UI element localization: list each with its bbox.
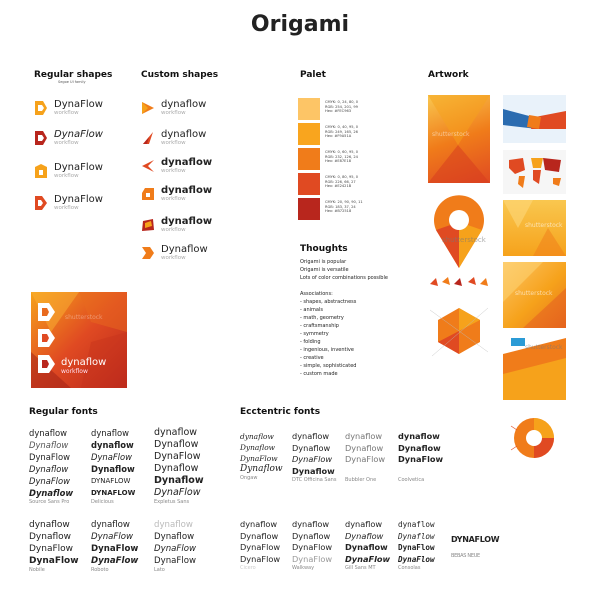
font-caption: Walkway <box>292 565 315 571</box>
font-caption: Bubbler One <box>345 476 377 483</box>
font-sample-line: Dynaflow <box>345 442 384 453</box>
font-sample-line: dynaflow <box>345 431 383 441</box>
thought-line: - animals <box>300 307 323 313</box>
font-caption: Gill Sans MT <box>345 565 376 571</box>
font-caption: Coolvetica <box>398 476 425 483</box>
thought-line: Origami is popular <box>300 259 347 265</box>
font-sample-line: Dynaflow <box>240 464 283 474</box>
custom-logo-3 <box>141 158 212 175</box>
regular-logo-1 <box>34 100 103 117</box>
font-sample-line: dynaflow <box>240 519 278 529</box>
font-caption: Cicero <box>240 565 256 571</box>
font-sample-line: DynaFlow <box>345 553 391 564</box>
logo-tagline: workflow <box>161 255 186 261</box>
font-sample-line: DynaFlow <box>154 556 197 566</box>
origami-leaf-icon <box>141 131 155 145</box>
regular-logo-3 <box>34 163 103 180</box>
font-caption: BEBAS NEUE <box>451 553 480 559</box>
font-sample-line: dynaflow <box>154 520 193 530</box>
logo-name: dynaflow <box>161 157 213 168</box>
artwork-banner <box>503 334 566 400</box>
logo-name: Dynaflow <box>161 244 208 255</box>
regular-fonts-heading: Regular fonts <box>29 407 98 417</box>
watermark: shutterstock <box>442 236 486 244</box>
thought-line: - creative <box>300 355 324 361</box>
font-sample-line: Dynaflow <box>29 440 69 450</box>
font-sample-line: Dynaflow <box>91 464 135 474</box>
font-sample-line: DynaFlow <box>91 544 139 554</box>
font-sample-gill-sans <box>345 519 390 572</box>
font-sample-line: dynaflow <box>398 520 435 529</box>
font-caption: Expletus Sans <box>154 499 190 505</box>
font-sample-bebas-neue <box>451 534 499 560</box>
font-sample-lato <box>154 519 196 574</box>
origami-d-icon <box>34 195 48 211</box>
origami-texture <box>428 95 490 183</box>
origami-donut-icon <box>503 408 566 468</box>
font-sample-line: Dynaflow <box>29 488 74 498</box>
origami-birds-icon <box>428 274 490 292</box>
watermark: shutterstock <box>525 344 563 351</box>
palette-swatch-5 <box>298 198 320 220</box>
font-sample-line: DynaFlow <box>91 452 132 462</box>
font-sample-ongaw <box>240 431 283 482</box>
font-sample-line: Dynaflow <box>345 542 388 552</box>
logo-tagline: workflow <box>54 140 79 146</box>
font-sample-line: DynaFlow <box>154 487 201 498</box>
logo-name: DynaFlow <box>54 129 103 140</box>
font-sample-line: Dynaflow <box>398 531 435 541</box>
page-title: Origami <box>250 12 350 37</box>
logo-name: dynaflow <box>161 216 213 227</box>
font-sample-dtc-officina <box>292 431 336 484</box>
watermark: shutterstock <box>525 222 563 229</box>
font-sample-line: DynaFlow <box>240 553 281 564</box>
stacked-d-icons <box>37 302 57 374</box>
font-sample-line: Dynaflow <box>240 443 275 452</box>
font-sample-line: dynaflow <box>91 520 130 530</box>
palette-swatch-3 <box>298 148 320 170</box>
font-sample-line: Dynaflow <box>154 475 204 486</box>
artwork-handshake <box>503 95 566 143</box>
artwork-hexagon-pattern <box>503 200 566 256</box>
origami-chevron-icon <box>141 159 155 173</box>
font-sample-line: DYNAFLOW <box>91 489 136 497</box>
palette-swatch-1 <box>298 98 320 120</box>
font-sample-line: Dynaflow <box>29 464 69 474</box>
custom-logo-1 <box>141 100 206 117</box>
artwork-pie-chart <box>503 408 566 468</box>
thoughts-heading: Thoughts <box>300 244 348 254</box>
font-sample-line: DynaFlow <box>91 532 134 542</box>
logo-name: dynaflow <box>161 185 213 196</box>
font-sample-source-sans-pro <box>29 427 73 506</box>
regular-shapes-heading: Regular shapes <box>34 70 113 80</box>
origami-d-icon <box>34 163 48 179</box>
font-sample-line: Dynaflow <box>154 532 195 542</box>
logo-tagline: workflow <box>161 140 186 146</box>
font-sample-line: dynaflow <box>91 440 134 450</box>
thought-line: Origami is versatile <box>300 267 349 273</box>
font-sample-line: DynaFlow <box>91 556 139 566</box>
palette-swatch-4 <box>298 173 320 195</box>
big-logo-name: dynaflow <box>61 357 107 368</box>
palette-swatch-4-info: CMYK: 0, 80, 95, 0 RGB: 226, 66, 27 Hex: #E2421B <box>325 175 359 189</box>
font-sample-line: Dynaflow <box>345 530 384 541</box>
font-sample-line: Dynaflow <box>292 442 331 453</box>
logo-tagline: workflow <box>54 173 79 179</box>
thought-line: - shapes, abstractness <box>300 299 357 305</box>
font-sample-line: DynaFlow <box>398 543 435 552</box>
logo-name: DynaFlow <box>54 162 103 173</box>
font-sample-line: dynaflow <box>29 428 67 438</box>
logo-tagline: workflow <box>161 196 186 202</box>
font-sample-consolas <box>398 519 435 572</box>
thought-line: - math, geometry <box>300 315 344 321</box>
artwork-polygon-sphere <box>428 300 490 362</box>
palet-heading: Palet <box>300 70 326 80</box>
font-sample-expletus-sans <box>154 427 204 506</box>
font-sample-line: DynaFlow <box>154 544 197 554</box>
font-sample-line: DynaFlow <box>240 454 278 463</box>
font-caption: Roboto <box>91 567 109 573</box>
regular-logo-2 <box>34 130 103 147</box>
font-sample-line: dynaflow <box>292 431 330 441</box>
palette-swatch-3-info: CMYK: 0, 60, 95, 0 RGB: 232, 126, 24 Hex: #E87E18 <box>325 150 359 164</box>
logo-name: DynaFlow <box>54 194 103 205</box>
regular-shapes-note: Segoe UI family <box>58 80 86 84</box>
thought-line: - simple, sophisticated <box>300 363 357 369</box>
font-sample-line: DYNAFLOW <box>91 477 131 485</box>
font-sample-line: DynaFlow <box>29 544 74 554</box>
watermark: shutterstock <box>65 314 103 321</box>
font-caption: Source Sans Pro <box>29 499 70 505</box>
font-sample-line: DynaFlow <box>292 454 333 464</box>
font-sample-line: Dynaflow <box>154 439 199 450</box>
font-sample-line: Dynaflow <box>292 530 331 541</box>
artwork-world-map <box>503 150 566 194</box>
font-caption: Lato <box>154 567 165 573</box>
font-sample-line: Dynaflow <box>292 465 335 476</box>
origami-d-icon <box>141 187 155 201</box>
font-sample-line: Dynaflow <box>240 530 279 541</box>
origami-arrow-icon <box>141 246 155 260</box>
artwork-low-poly <box>503 262 566 328</box>
logo-tagline: workflow <box>54 110 79 116</box>
regular-logo-4 <box>34 195 103 212</box>
origami-d-icon <box>34 100 48 116</box>
font-sample-walkway <box>292 519 332 572</box>
origami-d-icon <box>141 218 155 232</box>
font-caption: Ongaw <box>240 475 258 481</box>
thought-line: - ingenious, inventive <box>300 347 354 353</box>
font-sample-coolvetica <box>398 431 443 484</box>
palette-swatch-2-info: CMYK: 0, 40, 95, 0 RGB: 249, 165, 26 Hex: #F9A51A <box>325 125 359 139</box>
font-sample-line: DynaFlow <box>398 554 435 564</box>
custom-shapes-heading: Custom shapes <box>141 70 219 80</box>
font-sample-line: DynaFlow <box>29 452 70 462</box>
font-sample-delicious <box>91 427 135 506</box>
font-sample-line: dynaflow <box>398 431 440 441</box>
logo-tagline: workflow <box>54 205 79 211</box>
thought-line: - folding <box>300 339 321 345</box>
font-sample-line: Dynaflow <box>154 463 199 474</box>
thought-line: Lots of color combinations possible <box>300 275 388 281</box>
big-logo-tagline: workflow <box>61 368 88 375</box>
custom-logo-5 <box>141 217 212 234</box>
font-sample-roboto <box>91 519 138 574</box>
font-sample-line: DynaFlow <box>29 476 70 486</box>
custom-logo-4 <box>141 186 212 203</box>
polygon-sphere-icon <box>428 300 490 362</box>
font-sample-line: dynaflow <box>292 519 330 529</box>
world-map-icon <box>503 150 566 194</box>
font-sample-line: Dynaflow <box>29 532 72 542</box>
thought-line: - craftsmanship <box>300 323 339 329</box>
font-sample-nobile <box>29 519 79 574</box>
logo-tagline: workflow <box>161 227 186 233</box>
font-caption: Nobile <box>29 567 45 573</box>
logo-artwork-square <box>31 292 127 388</box>
thought-line: - symmetry <box>300 331 329 337</box>
watermark: shutterstock <box>515 290 553 297</box>
artwork-triangles <box>428 95 490 183</box>
font-caption: Delicious <box>91 499 114 505</box>
logo-tagline: workflow <box>161 110 186 116</box>
font-sample-cicero <box>240 519 280 572</box>
font-sample-line: dynaflow <box>91 428 129 438</box>
artwork-map-pin <box>428 192 490 270</box>
font-sample-line: DynaFlow <box>29 556 79 566</box>
font-sample-line: DynaFlow <box>292 542 333 552</box>
font-sample-line: Dynaflow <box>398 442 441 453</box>
font-sample-line: DynaFlow <box>292 553 333 564</box>
font-sample-bubbler-one <box>345 431 385 484</box>
font-sample-line: DynaFlow <box>154 451 201 462</box>
origami-pin-icon <box>428 192 490 270</box>
logo-name: DynaFlow <box>54 99 103 110</box>
font-sample-line: DynaFlow <box>345 454 386 464</box>
font-sample-line: dynaflow <box>345 519 383 529</box>
palette-swatch-2 <box>298 123 320 145</box>
origami-d-icon <box>34 130 48 146</box>
artwork-heading: Artwork <box>428 70 469 80</box>
handshake-icon <box>503 95 566 143</box>
custom-logo-6 <box>141 245 208 262</box>
font-sample-line: dynaflow <box>240 432 274 441</box>
custom-logo-2 <box>141 130 206 147</box>
font-sample-line: DYNAFLOW <box>451 535 500 544</box>
origami-arrow-icon <box>141 101 155 115</box>
palette-swatch-1-info: CMYK: 0, 24, 80, 0 RGB: 254, 201, 99 Hex: #FEC963 <box>325 100 359 114</box>
thought-line: Associations: <box>300 291 333 297</box>
palette-swatch-5-info: CMYK: 20, 90, 90, 11 RGB: 183, 37, 24 Hex: #B72518 <box>325 200 363 214</box>
font-sample-line: DynaFlow <box>398 454 444 464</box>
font-caption: Consolas <box>398 565 421 571</box>
thought-line: - custom made <box>300 371 338 377</box>
logo-tagline: workflow <box>161 168 186 174</box>
artwork-origami-birds <box>428 274 490 292</box>
logo-name: dynaflow <box>161 129 207 140</box>
watermark: shutterstock <box>432 131 470 138</box>
eccentric-fonts-heading: Ecctentric fonts <box>240 407 321 417</box>
font-sample-line: dynaflow <box>154 427 198 438</box>
font-sample-line: DynaFlow <box>240 542 281 552</box>
font-caption: DTC Officina Sans <box>292 477 337 483</box>
logo-name: dynaflow <box>161 99 207 110</box>
font-sample-line: dynaflow <box>29 520 70 530</box>
